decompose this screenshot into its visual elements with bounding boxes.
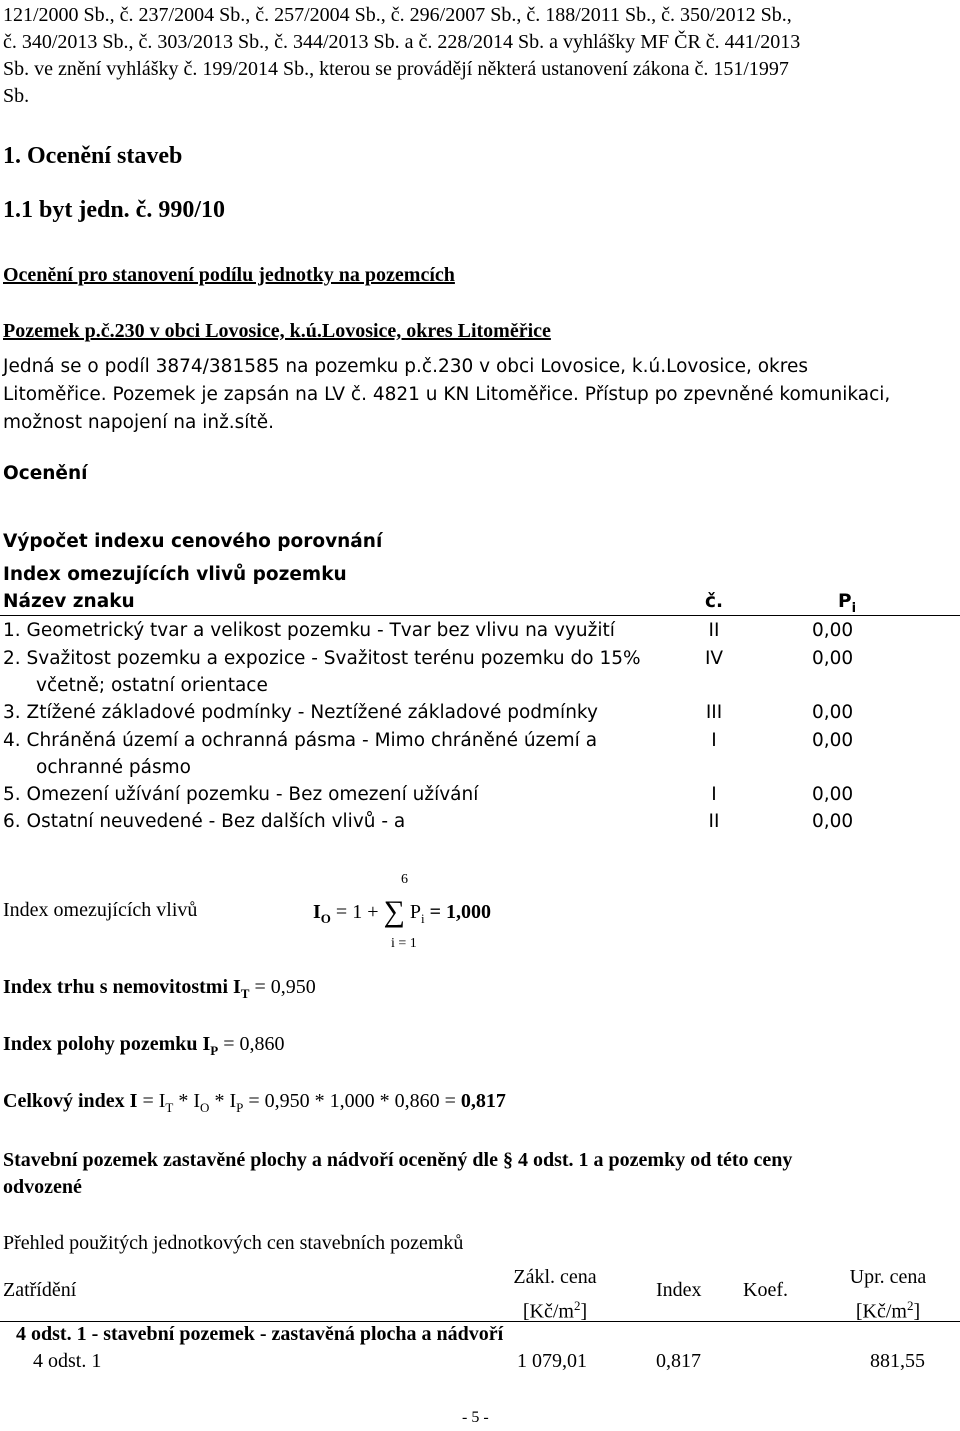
table-row-6-name: 6. Ostatní neuvedené - Bez dalších vlivů - a [3, 811, 406, 832]
table-row-6-val: 0,00 [812, 811, 854, 832]
table-row-1-no: II [708, 620, 720, 641]
land-heading-line-1: Stavební pozemek zastavěné plochy a nádvoří oceněný dle § 4 odst. 1 a pozemky od této ceny [3, 1149, 793, 1171]
sum-upper-limit: 6 [401, 872, 408, 887]
col-no-header: č. [705, 591, 723, 612]
intro-line-3: Sb. ve znění vyhlášky č. 199/2014 Sb., kterou se provádějí některá ustanovení zákona č. 151/1997 [3, 58, 789, 80]
table-row-2-cont: včetně; ostatní orientace [36, 675, 268, 696]
table-row-1-val: 0,00 [812, 620, 854, 641]
price-overview-title: Přehled použitých jednotkových cen stavebních pozemků [3, 1232, 464, 1254]
table-row-4-val: 0,00 [812, 730, 854, 751]
intro-line-1: 121/2000 Sb., č. 237/2004 Sb., č. 257/2004 Sb., č. 296/2007 Sb., č. 188/2011 Sb., č. 350/2012 Sb., [3, 4, 792, 26]
subsection-heading: 1.1 byt jedn. č. 990/10 [3, 197, 225, 223]
table-row-4-no: I [711, 730, 717, 751]
table-row-6-no: II [708, 811, 720, 832]
table-row-5-val: 0,00 [812, 784, 854, 805]
description-line-2: Litoměřice. Pozemek je zapsán na LV č. 4821 u KN Litoměřice. Přístup po zpevněné komunikaci, [3, 384, 891, 405]
description-line-1: Jedná se o podíl 3874/381585 na pozemku p.č.230 v obci Lovosice, k.ú.Lovosice, okres [3, 356, 808, 377]
table-row-3-val: 0,00 [812, 702, 854, 723]
col-p-header: $P_i$ [838, 591, 857, 616]
col-koef-header: Koef. [743, 1279, 788, 1301]
table-row-4-name: 4. Chráněná území a ochranná pásma - Mimo chráněné území a [3, 730, 598, 751]
col-upr-header-2: $[Kč/m^2]$ [855, 1298, 921, 1323]
price-row-zakl: 1 079,01 [517, 1350, 587, 1372]
col-zatrideni-header: Zatřídění [3, 1279, 77, 1301]
table-row-4-cont: ochranné pásmo [36, 757, 191, 778]
col-zakl-header-1: Zákl. cena [513, 1266, 597, 1288]
price-row-index: 0,817 [656, 1350, 701, 1372]
formula-label: Index omezujících vlivů [3, 899, 198, 921]
sigma-symbol: ∑ [383, 895, 405, 928]
location-index: Index polohy pozemku $I_P = 0,860$ [3, 1033, 285, 1058]
calc-title: Výpočet indexu cenového porovnání [3, 531, 383, 552]
valuation-heading: Ocenění [3, 463, 88, 484]
table-row-2-name: 2. Svažitost pozemku a expozice - Svažitost terénu pozemku do 15% [3, 648, 641, 669]
table-row-5-name: 5. Omezení užívání pozemku - Bez omezení užívání [3, 784, 479, 805]
table-row-2-val: 0,00 [812, 648, 854, 669]
table-row-5-no: I [711, 784, 717, 805]
market-index: Index trhu s nemovitostmi $I_T = 0,950$ [3, 976, 316, 1001]
col-name-header: Název znaku [3, 591, 135, 612]
sum-lower-limit: i = 1 [391, 936, 417, 951]
table-title: Index omezujících vlivů pozemku [3, 564, 347, 585]
col-index-header: Index [656, 1279, 702, 1301]
table-row-3-no: III [705, 702, 723, 723]
intro-line-2: č. 340/2013 Sb., č. 303/2013 Sb., č. 344/2013 Sb. a č. 228/2014 Sb. a vyhlášky MF ČR č. 441/2013 [3, 31, 801, 53]
formula-expression: $I_O = 1$ + ∑ $P_i = 1,000$ [313, 895, 492, 928]
land-heading-line-2: odvozené [3, 1176, 82, 1198]
total-index: Celkový index $I = I_T * I_O * I_P = 0,950 * 1,000 * 0,860 = 0,817$ [3, 1090, 506, 1115]
parcel-heading: Pozemek p.č.230 v obci Lovosice, k.ú.Lovosice, okres Litoměřice [3, 320, 551, 342]
page-number: - 5 - [462, 1409, 489, 1426]
valuation-purpose-heading: Ocenění pro stanovení podílu jednotky na pozemcích [3, 264, 455, 286]
intro-line-4: Sb. [3, 85, 30, 107]
table-row-2-no: IV [704, 648, 724, 669]
description-line-3: možnost napojení na inž.sítě. [3, 412, 274, 433]
col-zakl-header-2: $[Kč/m^2]$ [522, 1298, 588, 1323]
table-row-1-name: 1. Geometrický tvar a velikost pozemku - Tvar bez vlivu na využití [3, 620, 615, 641]
section-heading: 1. Ocenění staveb [3, 143, 183, 169]
table-row-3-name: 3. Ztížené základové podmínky - Neztížené základové podmínky [3, 702, 598, 723]
price-group-row: 4 odst. 1 - stavební pozemek - zastavěná plocha a nádvoří [16, 1323, 504, 1345]
price-row-upr: 881,55 [870, 1350, 925, 1372]
col-upr-header-1: Upr. cena [849, 1266, 927, 1288]
table-header-rule [0, 615, 960, 616]
price-row-name: 4 odst. 1 [33, 1350, 102, 1372]
